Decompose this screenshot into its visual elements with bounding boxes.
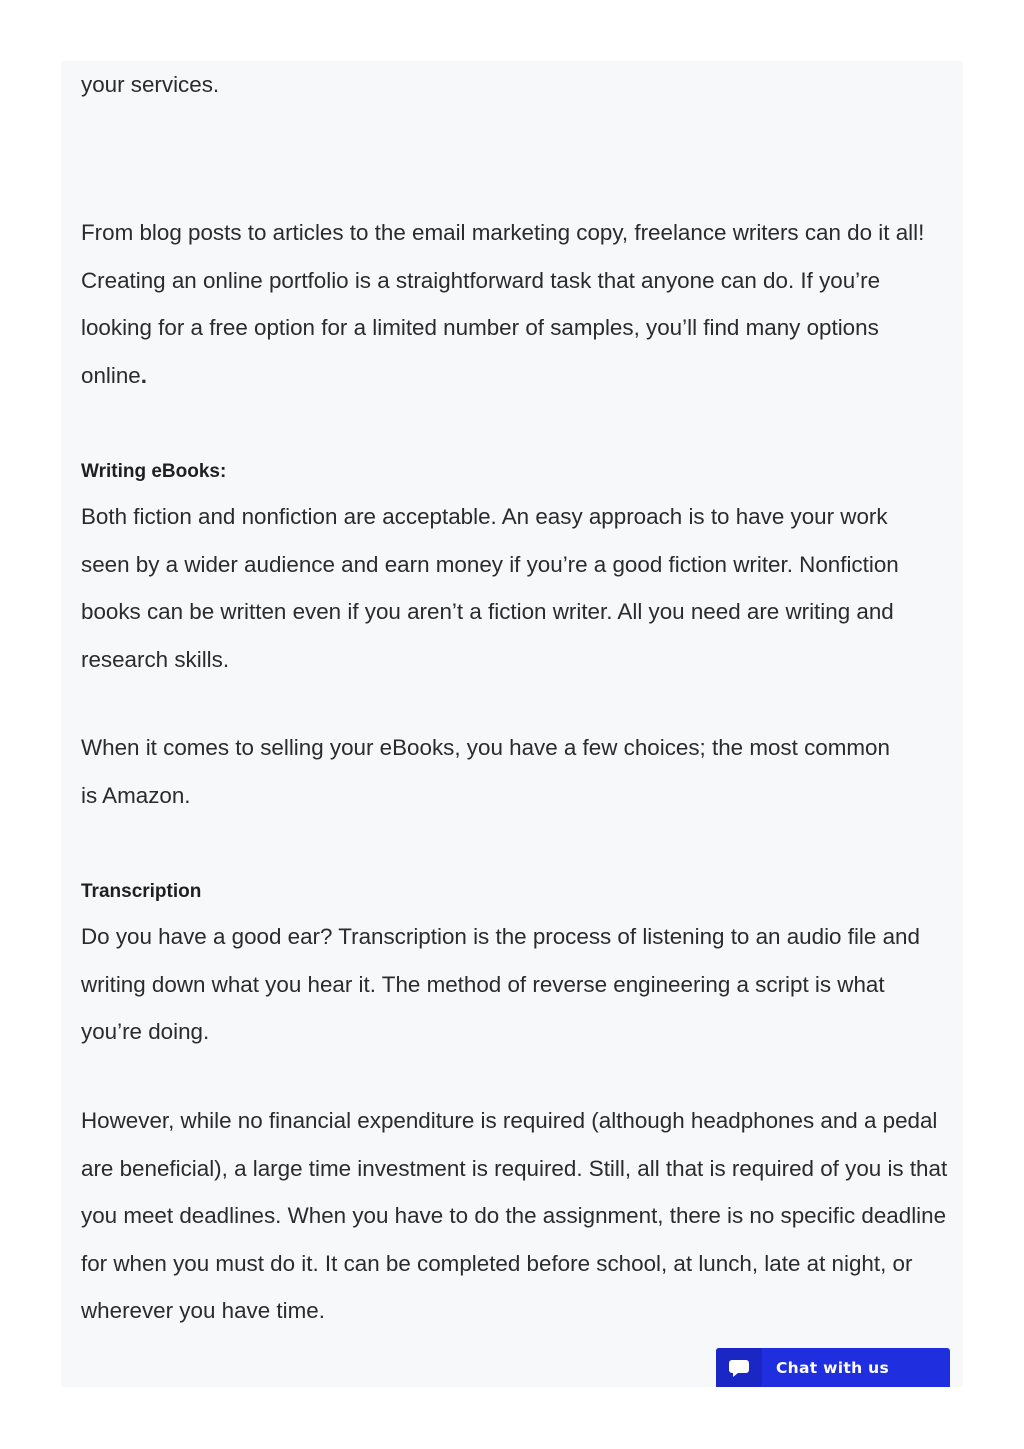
ebooks-heading: Writing eBooks: [81, 461, 227, 482]
freelance-period: . [140, 362, 147, 388]
chat-bubble-icon [716, 1348, 762, 1387]
ebooks-paragraph-1: Both fiction and nonfiction are acceptable. An easy approach is to have your work seen by a wider audience and earn money if you’re a good fiction writer. Nonfiction books can be written even if you aren’t a fiction writer. All you need are writing and research skills. [81, 504, 899, 672]
transcription-heading: Transcription [81, 881, 202, 902]
ebooks-paragraph-2: When it comes to selling your eBooks, you have a few choices; the most common is Amazon. [81, 735, 890, 808]
transcription-paragraph-1: Do you have a good ear? Transcription is the process of listening to an audio file and writing down what you hear it. The method of reverse engineering a script is what you’re doing. [81, 924, 920, 1044]
freelance-text: From blog posts to articles to the email marketing copy, freelance writers can do it all! Creating an online portfolio is a straightforward task that anyone can do. If you’re looking for a free option for a limited number of samples, you’ll find many options online [81, 220, 925, 388]
chat-with-us-button[interactable] [716, 1348, 950, 1387]
article-panel [61, 61, 963, 1387]
freelance-paragraph [81, 209, 947, 399]
transcription-paragraph-2: However, while no financial expenditure is required (although headphones and a pedal are beneficial), a large time investment is required. Still, all that is required of you is that you meet deadlines. When you have to do the assignment, there is no specific deadline for when you must do it. It can be completed before school, at lunch, late at night, or wherever you have time. [81, 1108, 948, 1323]
intro-tail-paragraph: your services. [81, 72, 220, 97]
chat-label: Chat with us [776, 1358, 890, 1377]
